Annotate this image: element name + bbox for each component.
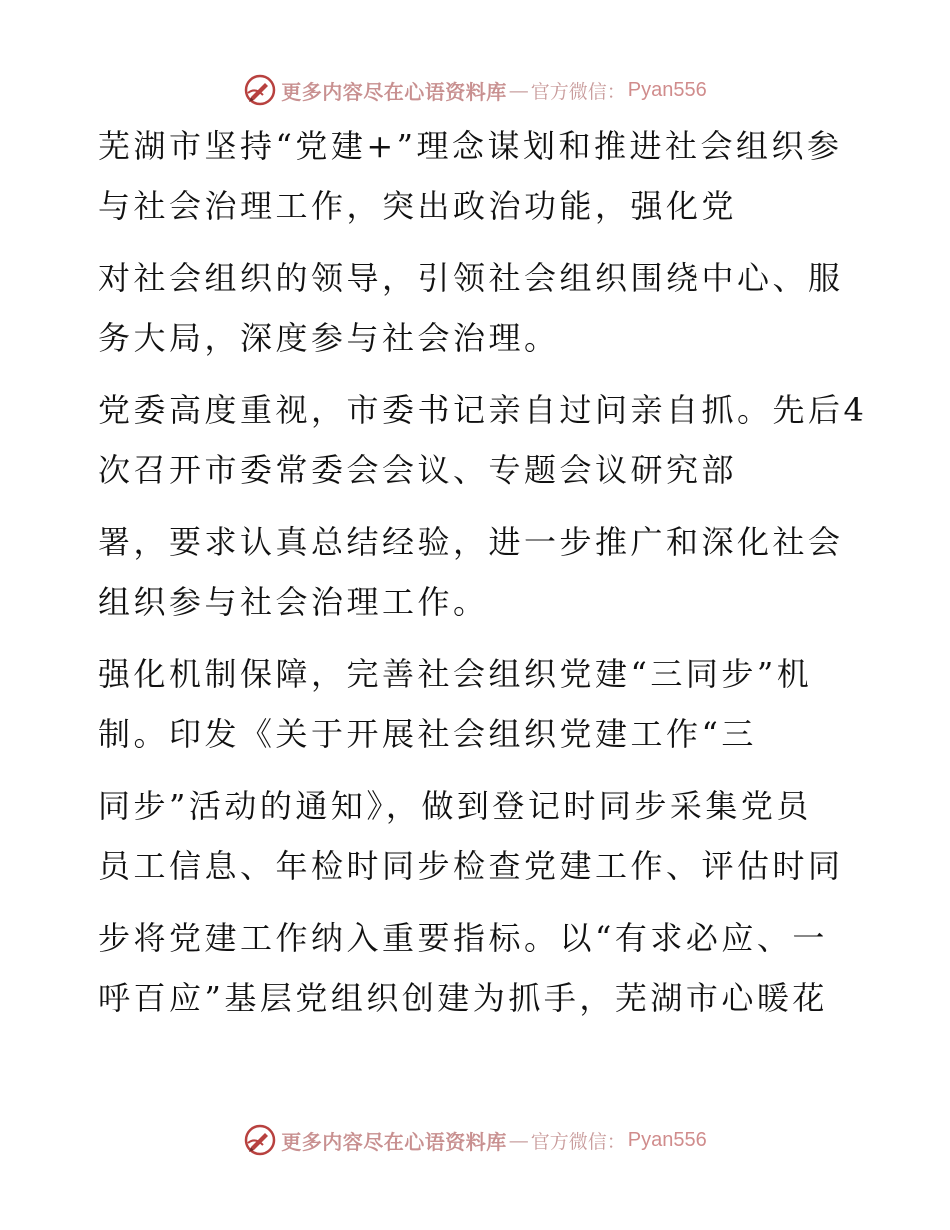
banner-wechat-id: Pyan556 (627, 1128, 707, 1151)
body-line: 务大局，深度参与社会治理。 (98, 319, 560, 357)
body-line: 与社会治理工作，突出政治功能，强化党 (98, 187, 738, 225)
body-line: 组织参与社会治理工作。 (98, 583, 489, 621)
banner-wechat-label: 官方微信： (530, 1130, 626, 1153)
body-line: 对社会组织的领导，引领社会组织围绕中心、服 (98, 259, 844, 297)
banner-wechat-label: 官方微信： (530, 80, 626, 103)
body-line: 署，要求认真总结经验，进一步推广和深化社会 (98, 523, 844, 561)
body-line: 员工信息、年检时同步检查党建工作、评估时同 (98, 847, 844, 885)
body-line: 制。印发《关于开展社会组织党建工作“三 (98, 715, 757, 753)
banner-wechat-id: Pyan556 (627, 78, 707, 101)
body-line: 步将党建工作纳入重要指标。以“有求必应、一 (98, 919, 828, 957)
pen-logo-icon (243, 73, 277, 107)
body-line: 次召开市委常委会会议、专题会议研究部 (98, 451, 738, 489)
body-line: 呼百应”基层党组织创建为抓手，芜湖市心暖花 (98, 979, 828, 1017)
body-line: 芜湖市坚持“党建+”理念谋划和推进社会组织参 (98, 127, 843, 165)
body-line: 同步”活动的通知》，做到登记时同步采集党员 (98, 787, 812, 825)
banner-separator: — (508, 78, 529, 102)
body-line: 党委高度重视，市委书记亲自过问亲自抓。先后4 (98, 391, 868, 429)
banner-separator: — (508, 1128, 529, 1152)
body-line: 强化机制保障，完善社会组织党建“三同步”机 (98, 655, 813, 693)
header-banner (0, 72, 950, 108)
banner-main-text: 更多内容尽在心语资料库 (281, 1129, 507, 1154)
pen-logo-icon (243, 1123, 277, 1157)
footer-banner (0, 1122, 950, 1158)
banner-main-text: 更多内容尽在心语资料库 (281, 79, 507, 104)
